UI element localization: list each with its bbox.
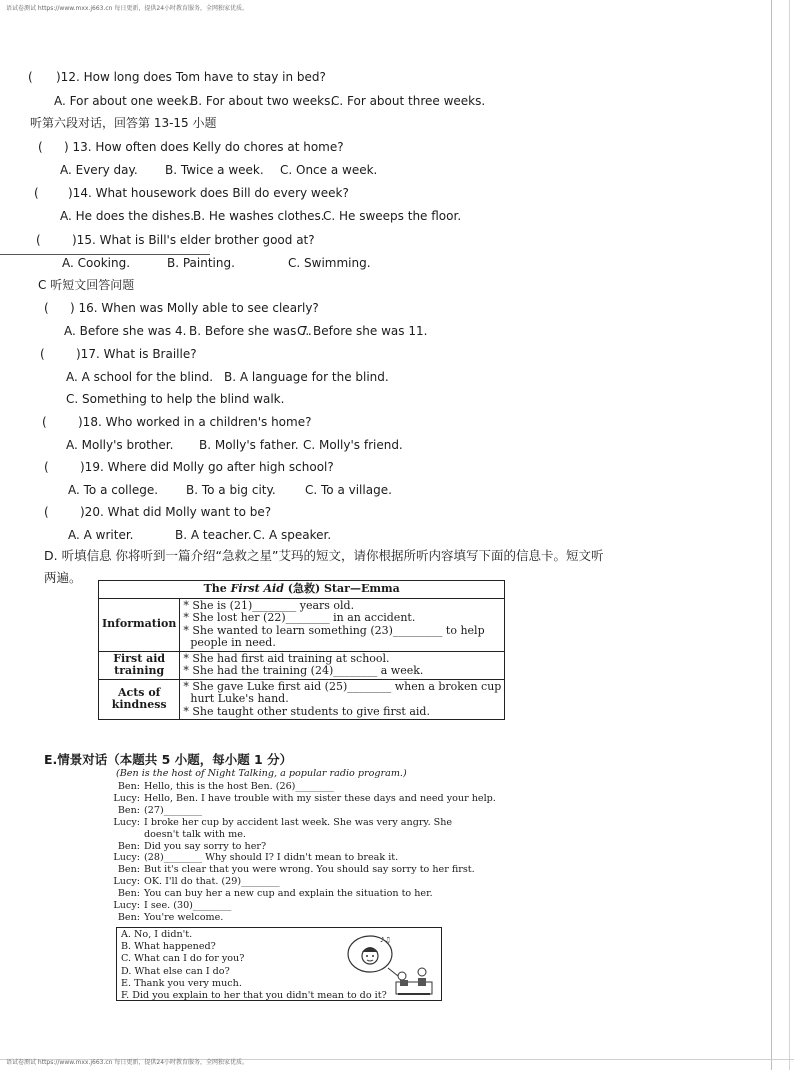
q19-stem: )19. Where did Molly go after high school? bbox=[80, 460, 334, 474]
option-a: A. No, I didn't. bbox=[121, 929, 193, 940]
q18-paren: ( bbox=[42, 415, 47, 429]
q18-option-a: A. Molly's brother. bbox=[66, 438, 174, 452]
option-d: D. What else can I do? bbox=[121, 965, 230, 977]
q20-option-a: A. A writer. bbox=[68, 528, 134, 542]
q14-option-b: B. He washes clothes. bbox=[193, 209, 325, 223]
q16-option-c: C. Before she was 11. bbox=[297, 324, 428, 338]
q15-paren: ( bbox=[36, 233, 41, 247]
q19-paren: ( bbox=[44, 460, 49, 474]
q16-option-a: A. Before she was 4. bbox=[64, 324, 187, 338]
q12-option-a: A. For about one week. bbox=[54, 94, 193, 108]
page-footer-watermark: 语试卷测试 https://www.mxx.j663.cn 每日更新，提供24小时教育服务，全网独家优质。 bbox=[6, 1059, 249, 1066]
dialogue-line: But it's clear that you were wrong. You should say sorry to her first. bbox=[144, 864, 475, 876]
q14-stem: )14. What housework does Bill do every week? bbox=[68, 186, 349, 200]
table-row bbox=[99, 651, 505, 679]
option-c: C. What can I do for you? bbox=[121, 953, 245, 965]
option-e: E. Thank you very much. bbox=[121, 977, 242, 989]
q14-paren: ( bbox=[34, 186, 39, 200]
dialogue-speaker: Ben: bbox=[117, 804, 140, 816]
q13-stem: ) 13. How often does Kelly do chores at home? bbox=[64, 140, 344, 154]
q12-stem: )12. How long does Tom have to stay in bed? bbox=[56, 70, 326, 84]
info-card-title: The First Aid (急救) Star—Emma bbox=[99, 581, 505, 599]
row-content: * She is (21)________ years old. * She lost her (22)________ in an accident. * She wanted to learn something (23)_________ to help people in need. bbox=[180, 598, 505, 651]
dialogue-line: I broke her cup by accident last week. She was very angry. She bbox=[144, 816, 453, 828]
dialogue-line: I see. (30)________ bbox=[144, 900, 232, 911]
section-c-heading: C 听短文回答问题 bbox=[38, 278, 135, 292]
dialogue-speaker: Ben: bbox=[117, 911, 140, 923]
q20-option-b: B. A teacher. bbox=[175, 528, 252, 542]
q13-paren: ( bbox=[38, 140, 43, 154]
dialogue-speaker: Ben: bbox=[117, 888, 140, 900]
q17-paren: ( bbox=[40, 347, 45, 361]
dialogue-line: (27)________ bbox=[144, 804, 203, 816]
q16-paren: ( bbox=[44, 301, 49, 315]
row-label-acts-of-kindness: Acts of kindness bbox=[99, 679, 180, 720]
radio-host-illustration bbox=[340, 932, 436, 998]
dialogue-line: doesn't talk with me. bbox=[144, 828, 246, 840]
table-row bbox=[99, 679, 505, 720]
dialogue-line: You're welcome. bbox=[144, 911, 224, 923]
q12-option-b: B. For about two weeks. bbox=[190, 94, 335, 108]
q16-option-b: B. Before she was 7. bbox=[189, 324, 312, 338]
section-d-instructions-cont: 两遍。 bbox=[44, 570, 82, 585]
page-header-watermark: 语试卷测试 https://www.mxx.j663.cn 每日更新，提供24小时教育服务，全网独家优质。 bbox=[6, 5, 249, 12]
info-card-table bbox=[98, 580, 505, 720]
q20-option-c: C. A speaker. bbox=[253, 528, 332, 542]
q12-paren: ( bbox=[28, 70, 33, 84]
q14-option-a: A. He does the dishes. bbox=[60, 209, 195, 223]
q15-option-a: A. Cooking. bbox=[62, 256, 131, 270]
dialogue-speaker: Ben: bbox=[117, 864, 140, 876]
dialogue-line: (28)________ Why should I? I didn't mean to break it. bbox=[144, 852, 399, 864]
q19-option-a: A. To a college. bbox=[68, 483, 159, 497]
option-f: F. Did you explain to her that you didn't mean to do it? bbox=[121, 990, 387, 1002]
option-b: B. What happened? bbox=[121, 941, 216, 953]
row-label-first-aid-training: First aid training bbox=[99, 651, 180, 679]
q17-stem: )17. What is Braille? bbox=[76, 347, 197, 361]
q15-stem: )15. What is Bill's elder brother good at? bbox=[72, 233, 315, 247]
q19-option-b: B. To a big city. bbox=[186, 483, 276, 497]
q20-paren: ( bbox=[44, 505, 49, 519]
svg-text:♪♫: ♪♫ bbox=[380, 936, 391, 944]
scan-edge-line bbox=[789, 0, 790, 1070]
scan-edge-line bbox=[771, 0, 772, 1070]
dialogue-speaker: Lucy: bbox=[113, 900, 140, 911]
q13-option-c: C. Once a week. bbox=[280, 163, 378, 177]
q15-option-b: B. Painting. bbox=[167, 256, 235, 270]
dialogue-line: Hello, Ben. I have trouble with my sister these days and need your help. bbox=[144, 792, 496, 804]
section-d-instructions: D. 听填信息 你将听到一篇介绍“急救之星”艾玛的短文，请你根据所听内容填写下面的信息卡。短文听 bbox=[44, 548, 604, 563]
section-e-heading: E.情景对话（本题共 5 小题，每小题 1 分） bbox=[44, 752, 293, 767]
q13-option-a: A. Every day. bbox=[60, 163, 138, 177]
dialogue-line: Hello, this is the host Ben. (26)________ bbox=[144, 781, 334, 792]
table-row bbox=[99, 598, 505, 651]
q17-option-a: A. A school for the blind. bbox=[66, 370, 214, 384]
row-label-information: Information bbox=[99, 598, 180, 651]
scan-stroke bbox=[0, 254, 210, 255]
dialogue-speaker: Lucy: bbox=[113, 852, 140, 864]
q12-option-c: C. For about three weeks. bbox=[331, 94, 486, 108]
q17-option-b: B. A language for the blind. bbox=[224, 370, 389, 384]
dialogue-intro: (Ben is the host of Night Talking, a popular radio program.) bbox=[116, 768, 407, 779]
q17-option-c: C. Something to help the blind walk. bbox=[66, 392, 285, 406]
dialogue-speaker: Ben: bbox=[117, 840, 140, 852]
dialogue-speaker: Lucy: bbox=[113, 792, 140, 804]
q20-stem: )20. What did Molly want to be? bbox=[80, 505, 272, 519]
dialogue-speaker: Lucy: bbox=[113, 876, 140, 888]
q14-option-c: C. He sweeps the floor. bbox=[323, 209, 462, 223]
q18-stem: )18. Who worked in a children's home? bbox=[78, 415, 312, 429]
q13-option-b: B. Twice a week. bbox=[165, 163, 264, 177]
row-content: * She gave Luke first aid (25)________ when a broken cup hurt Luke's hand. * She taught other students to give first aid. bbox=[180, 679, 505, 720]
q18-option-c: C. Molly's friend. bbox=[303, 438, 403, 452]
q19-option-c: C. To a village. bbox=[305, 483, 392, 497]
dialogue-speaker: Lucy: bbox=[113, 816, 140, 828]
q16-stem: ) 16. When was Molly able to see clearly? bbox=[70, 301, 319, 315]
dialogue-line: Did you say sorry to her? bbox=[144, 840, 267, 852]
q18-option-b: B. Molly's father. bbox=[199, 438, 299, 452]
q15-option-c: C. Swimming. bbox=[288, 256, 371, 270]
dialogue-speaker: Ben: bbox=[117, 781, 140, 792]
row-content: * She had first aid training at school. * She had the training (24)________ a week. bbox=[180, 651, 505, 679]
dialogue-line: You can buy her a new cup and explain the situation to her. bbox=[144, 888, 433, 900]
dialogue-line: OK. I'll do that. (29)________ bbox=[144, 876, 280, 888]
section-6-heading: 听第六段对话，回答第 13-15 小题 bbox=[30, 116, 217, 130]
